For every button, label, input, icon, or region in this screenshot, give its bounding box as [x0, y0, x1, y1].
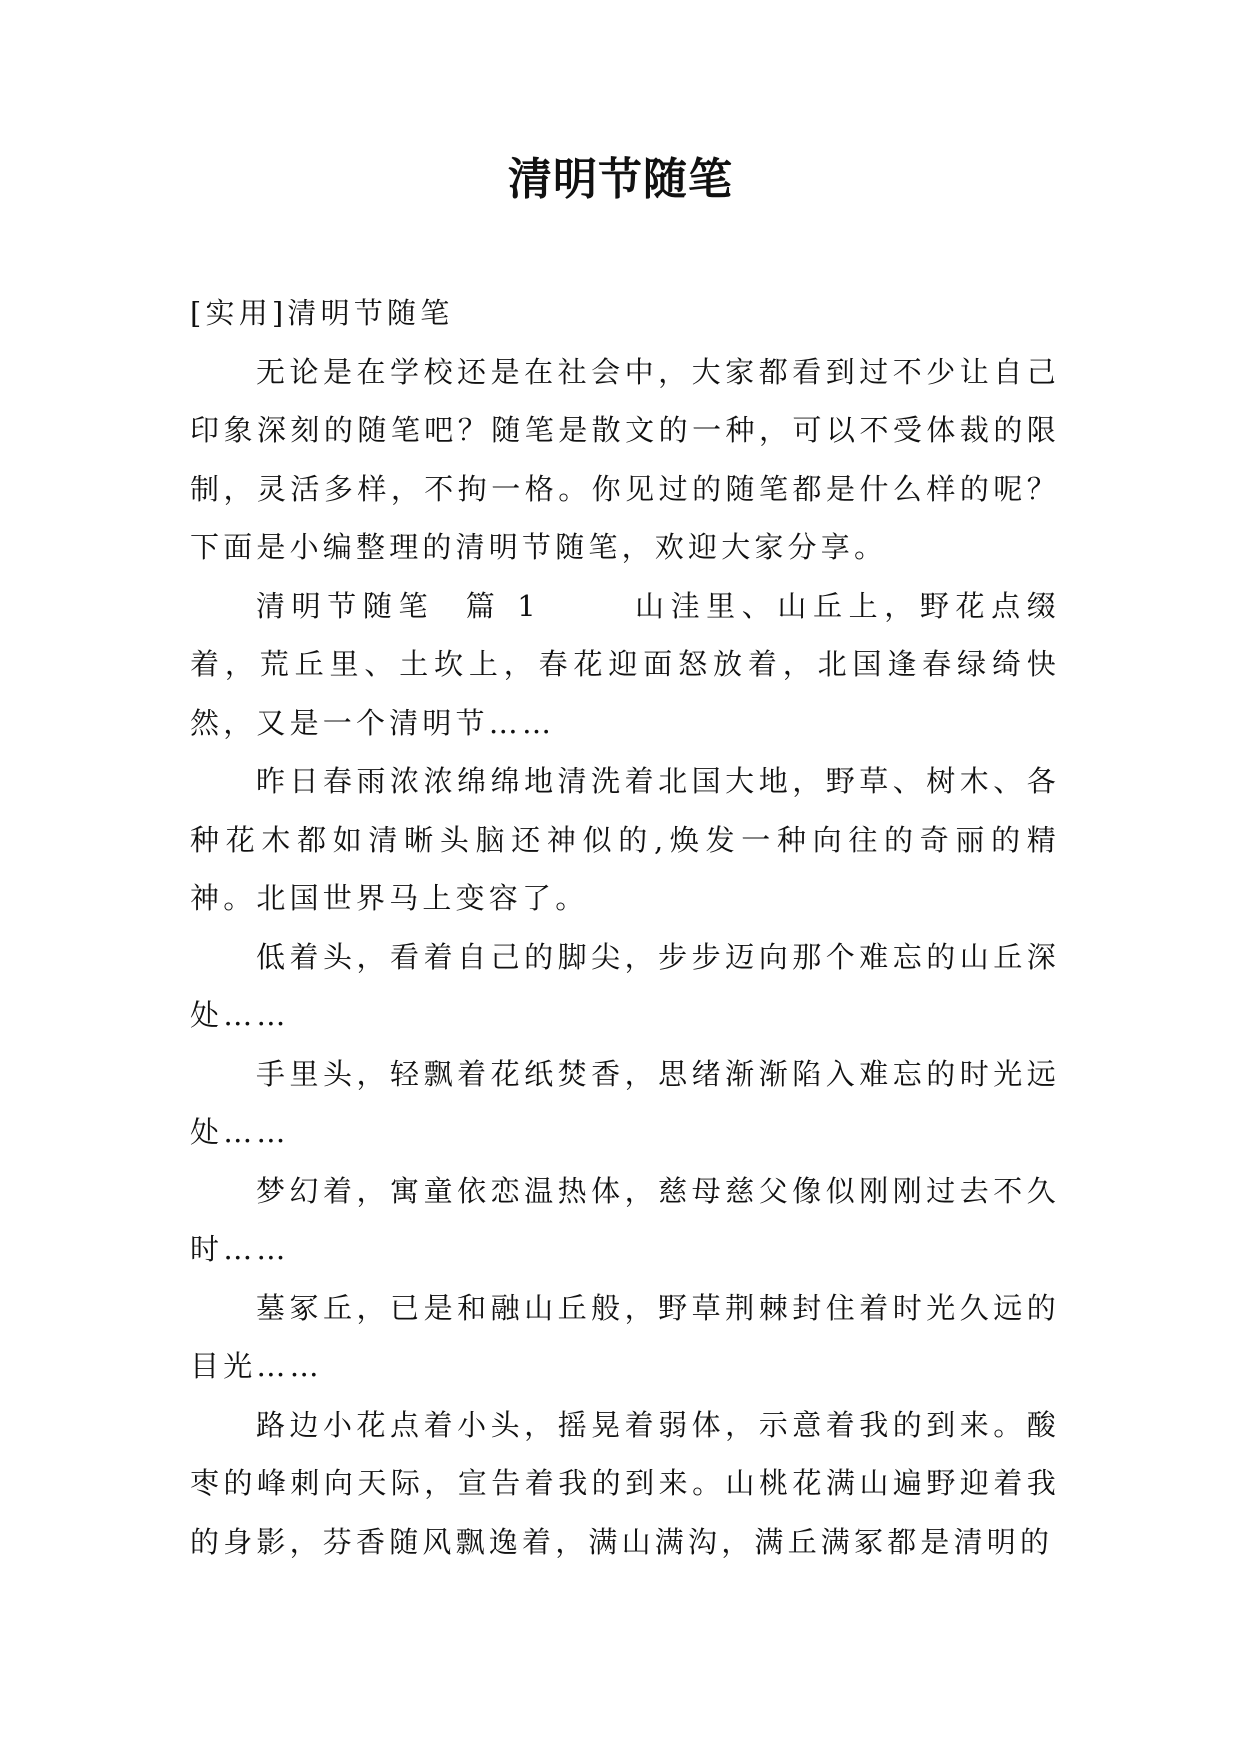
body-paragraph: 墓冢丘，已是和融山丘般，野草荆棘封住着时光久远的目光…… — [190, 1290, 1060, 1383]
document-subtitle-line: [实用]清明节随笔 — [190, 296, 454, 330]
body-paragraph: 昨日春雨浓浓绵绵地清洗着北国大地，野草、树木、各种花木都如清晰头脑还神似的,焕发一种向往的奇丽的精神。北国世界马上变容了。 — [190, 764, 1060, 915]
intro-paragraph: 无论是在学校还是在社会中，大家都看到过不少让自己印象深刻的随笔吧？随笔是散文的一种，可以不受体裁的限制，灵活多样，不拘一格。你见过的随笔都是什么样的呢？下面是小编整理的清明节随笔，欢迎大家分享。 — [190, 354, 1060, 564]
essay-1-opening-paragraph: 清明节随笔 篇 1 山洼里、山丘上，野花点缀着，荒丘里、土坎上，春花迎面怒放着，北国逢春绿绮快然，又是一个清明节…… — [190, 588, 1060, 740]
document-body — [190, 284, 1060, 1571]
body-paragraph: 路边小花点着小头，摇晃着弱体，示意着我的到来。酸枣的峰刺向天际，宣告着我的到来。山桃花满山遍野迎着我的身影，芬香随风飘逸着，满山满沟，满丘满冢都是清明的 — [190, 1407, 1060, 1559]
document-title: 清明节随笔 — [508, 154, 733, 205]
body-paragraph: 手里头，轻飘着花纸焚香，思绪渐渐陷入难忘的时光远处…… — [190, 1056, 1060, 1149]
body-paragraph: 梦幻着，寓童依恋温热体，慈母慈父像似刚刚过去不久时…… — [190, 1173, 1060, 1266]
body-paragraph: 低着头，看着自己的脚尖，步步迈向那个难忘的山丘深处…… — [190, 939, 1060, 1032]
